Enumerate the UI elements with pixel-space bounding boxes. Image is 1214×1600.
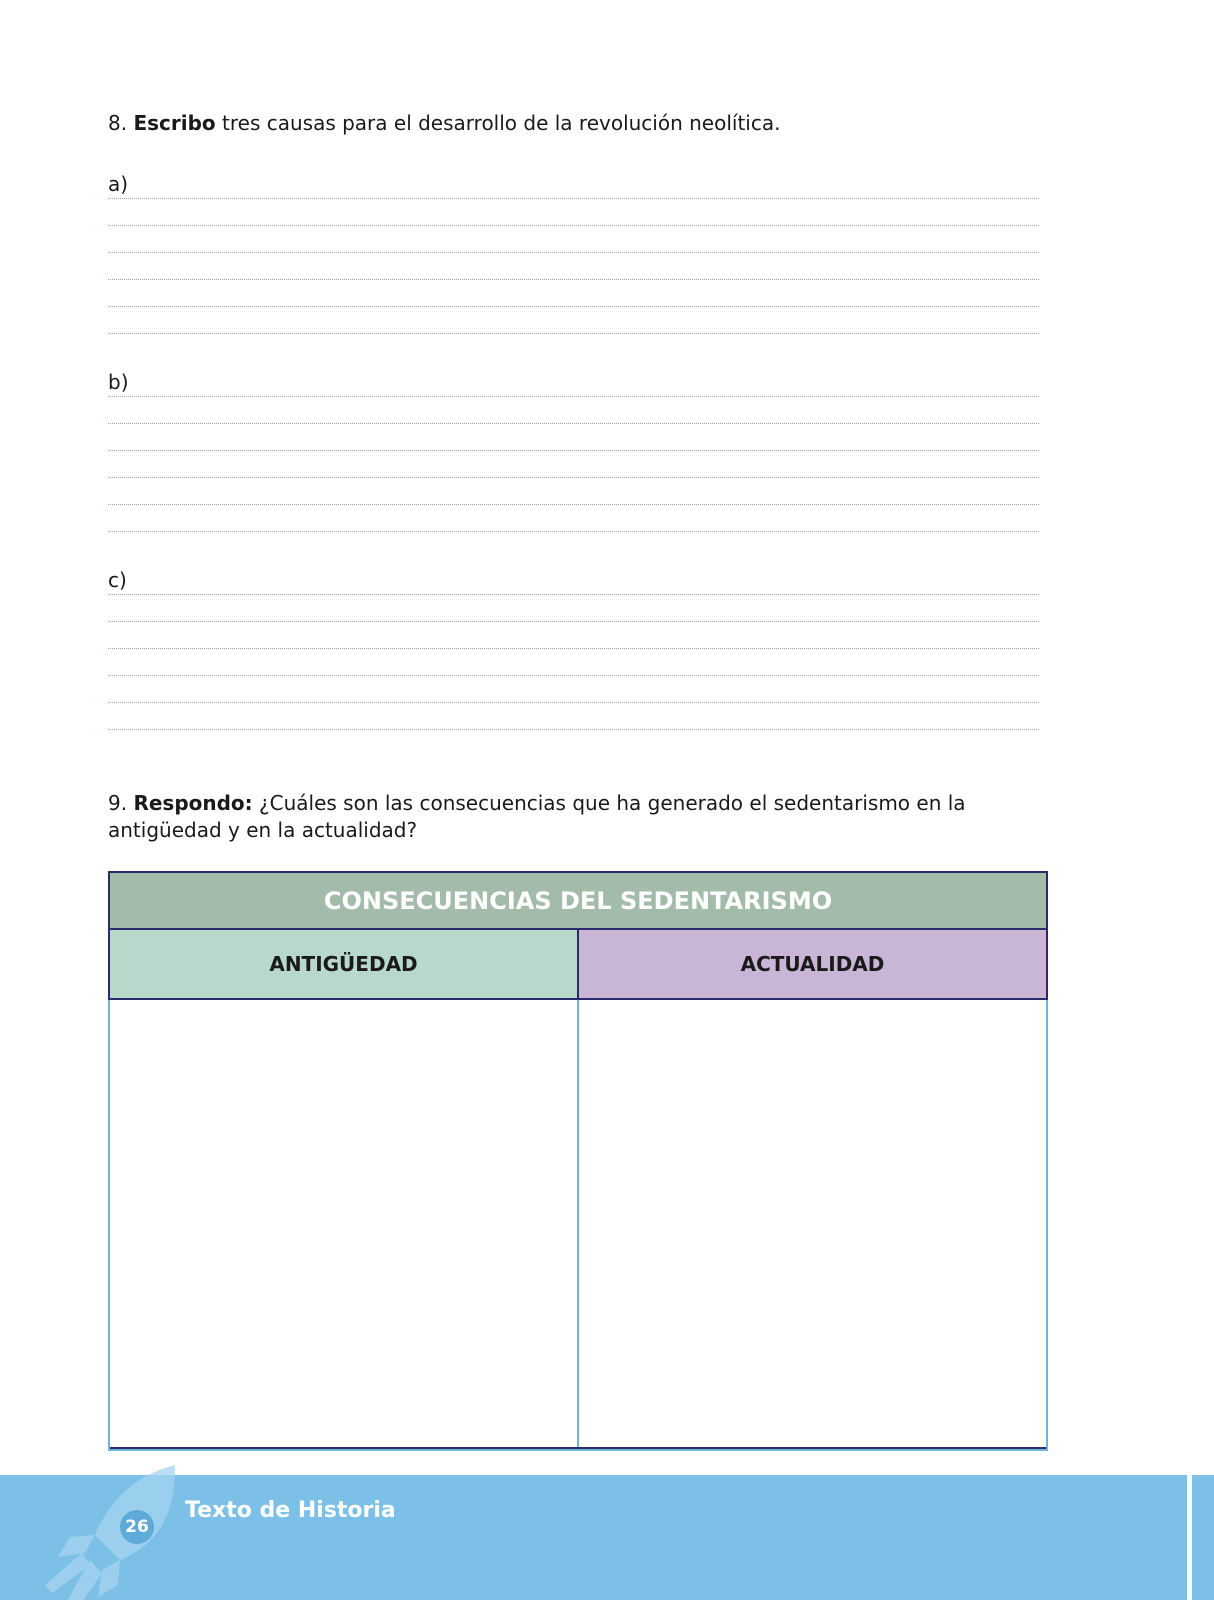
writing-line[interactable] bbox=[108, 675, 1039, 676]
question-8-number: 8. bbox=[108, 111, 128, 135]
question-8 bbox=[108, 110, 1044, 137]
footer-stripe bbox=[1187, 1475, 1192, 1600]
writing-line[interactable] bbox=[108, 225, 1039, 226]
writing-line[interactable] bbox=[108, 252, 1039, 253]
question-9 bbox=[108, 790, 1044, 844]
writing-line[interactable] bbox=[108, 504, 1039, 505]
question-8-verb: Escribo bbox=[133, 111, 216, 135]
question-9-verb: Respondo: bbox=[133, 791, 253, 815]
writing-line[interactable] bbox=[108, 450, 1039, 451]
answer-label-a: a) bbox=[108, 172, 129, 196]
answer-label-c: c) bbox=[108, 568, 127, 592]
writing-line[interactable] bbox=[108, 396, 1039, 397]
book-title: Texto de Historia bbox=[185, 1498, 396, 1523]
writing-line[interactable] bbox=[108, 198, 1039, 199]
answer-label-b: b) bbox=[108, 370, 129, 394]
writing-line[interactable] bbox=[108, 648, 1039, 649]
question-9-number: 9. bbox=[108, 791, 128, 815]
answer-cell-antiguedad[interactable] bbox=[110, 1000, 579, 1447]
table-title: CONSECUENCIAS DEL SEDENTARISMO bbox=[110, 873, 1046, 930]
writing-line[interactable] bbox=[108, 306, 1039, 307]
column-header-actualidad: ACTUALIDAD bbox=[579, 930, 1046, 1000]
writing-line[interactable] bbox=[108, 702, 1039, 703]
writing-line[interactable] bbox=[108, 594, 1039, 595]
page-footer bbox=[0, 1475, 1214, 1600]
question-9-text: ¿Cuáles son las consecuencias que ha generado el sedentarismo en la antigüedad y en la actualidad? bbox=[108, 791, 966, 842]
writing-line[interactable] bbox=[108, 531, 1039, 532]
writing-line[interactable] bbox=[108, 477, 1039, 478]
question-8-text: tres causas para el desarrollo de la revolución neolítica. bbox=[215, 111, 781, 135]
consequences-table bbox=[108, 871, 1048, 1449]
writing-line[interactable] bbox=[108, 621, 1039, 622]
answer-cell-actualidad[interactable] bbox=[579, 1000, 1046, 1447]
writing-line[interactable] bbox=[108, 333, 1039, 334]
column-header-antiguedad: ANTIGÜEDAD bbox=[110, 930, 579, 1000]
page-number: 26 bbox=[120, 1510, 154, 1544]
writing-line[interactable] bbox=[108, 279, 1039, 280]
writing-line[interactable] bbox=[108, 423, 1039, 424]
writing-line[interactable] bbox=[108, 729, 1039, 730]
